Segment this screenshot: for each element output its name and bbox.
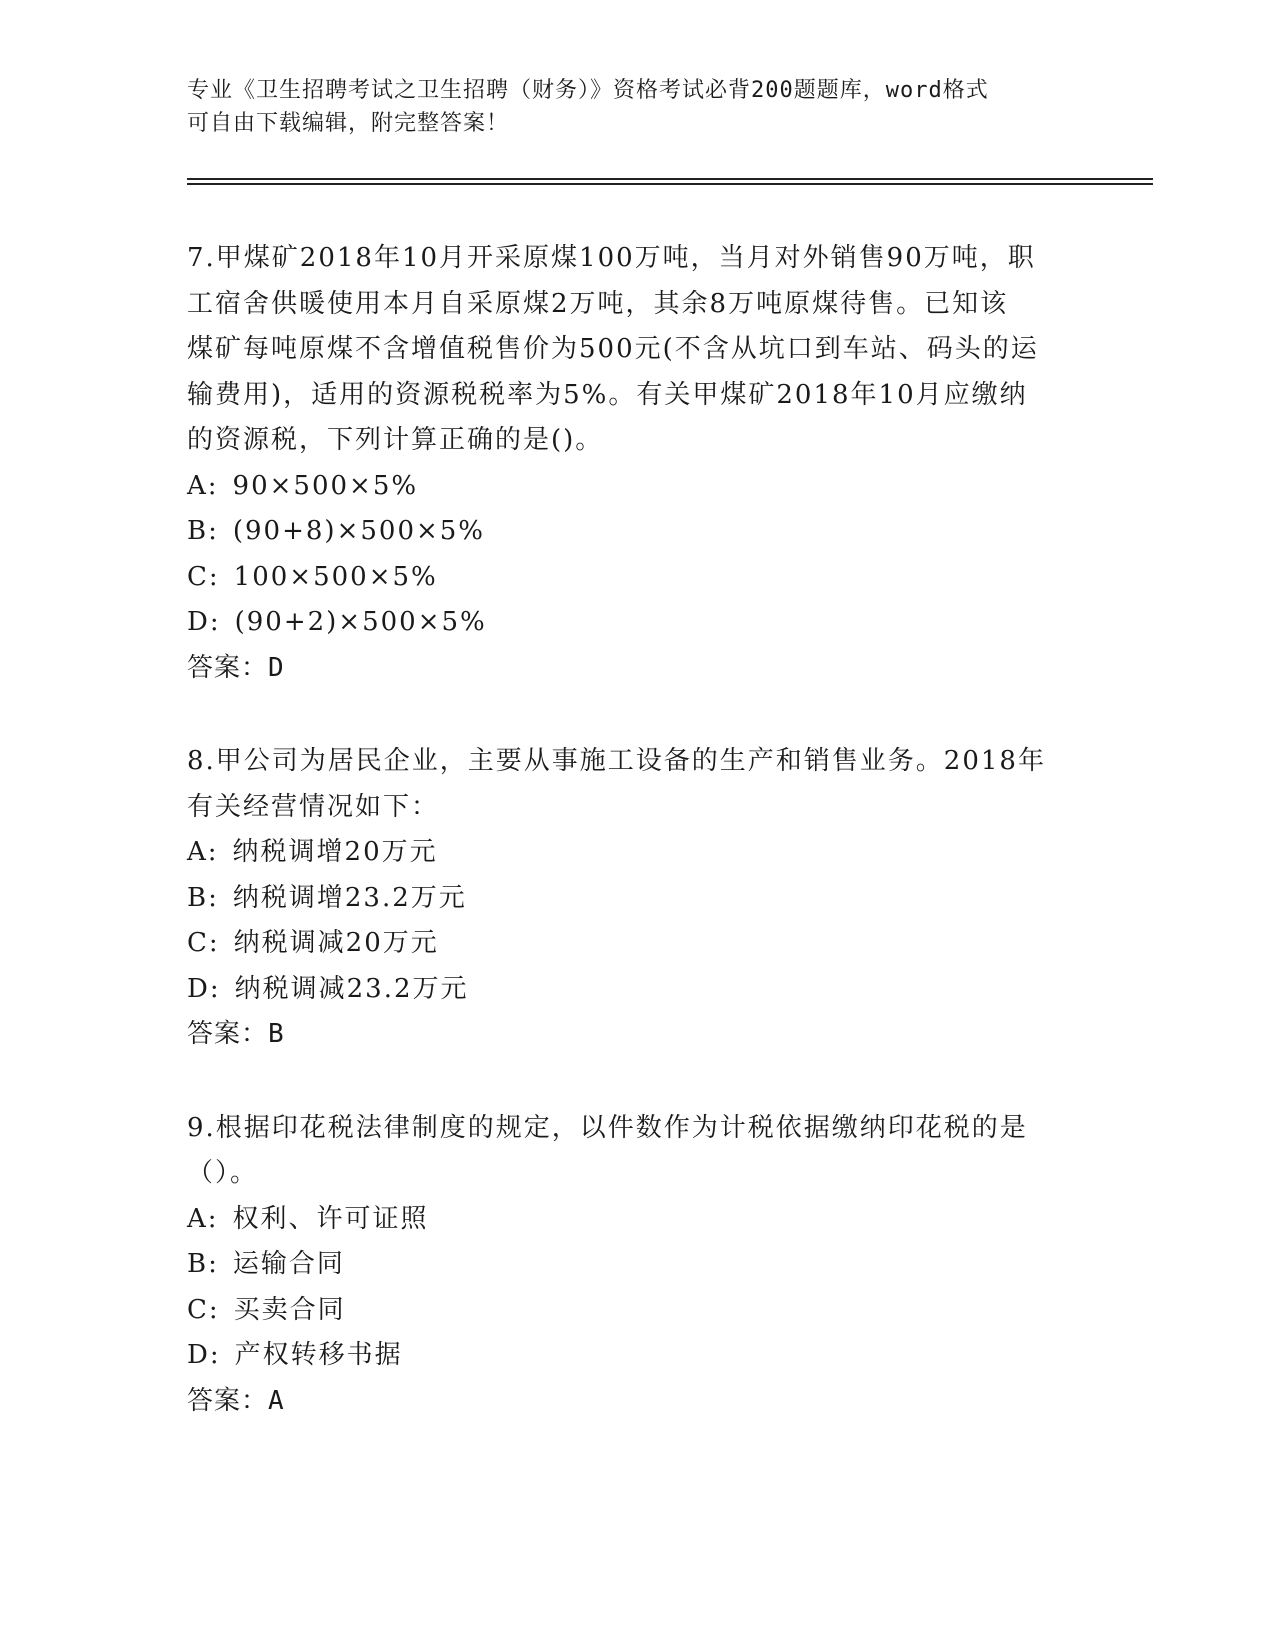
option-key: A: <box>187 1203 219 1234</box>
document-header <box>187 74 1087 140</box>
question-stem-line: 有关经营情况如下： <box>187 791 440 822</box>
option-b <box>187 876 1087 922</box>
answer: 答案：A <box>187 1385 285 1416</box>
option-key: B: <box>187 1249 219 1279</box>
option-c <box>187 1288 1087 1334</box>
option-text: 运输合同 <box>232 1249 345 1279</box>
header-divider-bottom <box>187 183 1153 185</box>
question-8 <box>187 739 1087 1058</box>
option-text: 90×500×5% <box>232 470 419 501</box>
option-text: 纳税调增20万元 <box>232 837 438 867</box>
question-stem-line: （）。 <box>187 1158 259 1188</box>
option-text: (90+2)×500×5% <box>234 607 487 637</box>
option-text: 纳税调增23.2万元 <box>232 882 467 913</box>
option-key: C: <box>187 928 220 958</box>
question-list <box>187 236 1087 1472</box>
option-c <box>187 921 1087 967</box>
option-key: D: <box>187 1340 221 1370</box>
option-d <box>187 600 1087 646</box>
option-key: D: <box>187 607 221 637</box>
option-text: 100×500×5% <box>233 561 438 592</box>
question-stem-line: 8.甲公司为居民企业，主要从事施工设备的生产和销售业务。2018年 <box>187 746 1046 776</box>
header-line-1: 专业《卫生招聘考试之卫生招聘（财务）》资格考试必背200题题库，word格式 <box>187 78 989 103</box>
option-key: A: <box>187 837 219 867</box>
question-stem-line: 煤矿每吨原煤不含增值税售价为500元(不含从坑口到车站、码头的运 <box>187 334 1039 364</box>
option-key: C: <box>187 1294 220 1325</box>
option-key: B: <box>187 882 219 913</box>
header-line-2: 可自由下载编辑，附完整答案！ <box>187 111 510 136</box>
option-text: 纳税调减20万元 <box>233 928 439 958</box>
question-stem-line: 7.甲煤矿2018年10月开采原煤100万吨，当月对外销售90万吨，职 <box>187 243 1036 273</box>
option-b <box>187 509 1087 555</box>
option-text: 产权转移书据 <box>234 1340 403 1370</box>
option-key: A: <box>187 470 219 501</box>
option-d <box>187 1333 1087 1379</box>
header-divider-top <box>187 178 1153 180</box>
option-key: C: <box>187 561 220 592</box>
answer: 答案：B <box>187 1019 285 1049</box>
question-7 <box>187 236 1087 691</box>
option-c <box>187 555 1087 601</box>
question-stem-line: 工宿舍供暖使用本月自采原煤2万吨，其余8万吨原煤待售。已知该 <box>187 288 1009 319</box>
option-text: 纳税调减23.2万元 <box>234 973 469 1004</box>
question-9 <box>187 1106 1087 1425</box>
option-text: 买卖合同 <box>233 1294 346 1325</box>
question-stem-line: 的资源税，下列计算正确的是()。 <box>187 425 604 455</box>
question-stem-line: 输费用)，适用的资源税税率为5%。有关甲煤矿2018年10月应缴纳 <box>187 379 1028 410</box>
option-key: D: <box>187 973 221 1004</box>
option-text: 权利、许可证照 <box>232 1203 429 1234</box>
option-key: B: <box>187 516 219 546</box>
option-d <box>187 967 1087 1013</box>
question-stem-line: 9.根据印花税法律制度的规定，以件数作为计税依据缴纳印花税的是 <box>187 1112 1028 1143</box>
answer: 答案：D <box>187 652 285 683</box>
option-b <box>187 1242 1087 1288</box>
option-a <box>187 1197 1087 1243</box>
option-a <box>187 830 1087 876</box>
option-text: (90+8)×500×5% <box>232 516 486 546</box>
option-a <box>187 464 1087 510</box>
